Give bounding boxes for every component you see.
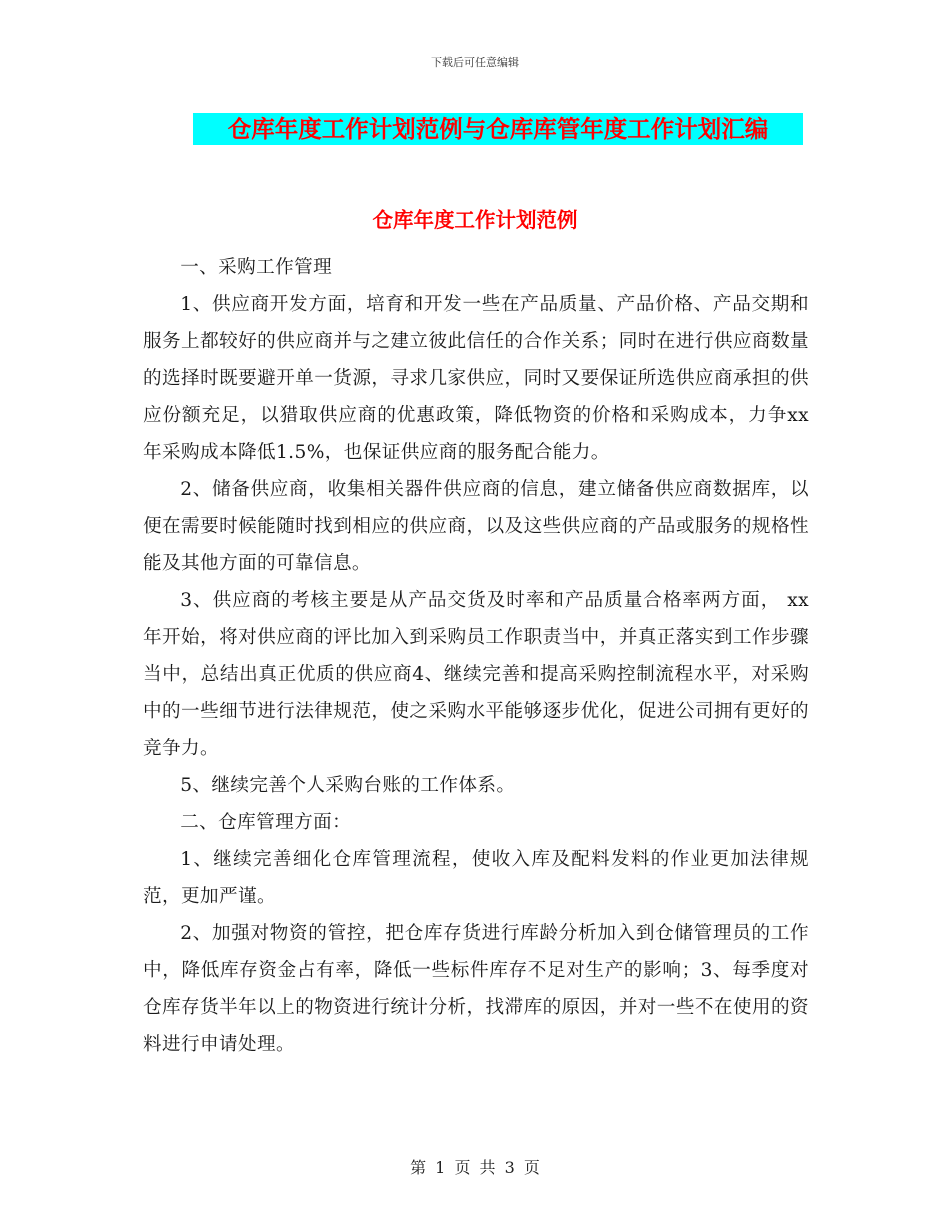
paragraph: 5、继续完善个人采购台账的工作体系。 bbox=[180, 775, 516, 796]
paragraph: 3、供应商的考核主要是从产品交货及时率和产品质量合格率两方面， xx年开始，将对供应商的评比加入到采购员工作职责当中，并真正落实到工作步骤当中，总结出真正优质的供应商4、继续完善和提高采购控制流程水平，对采购中的一些细节进行法律规范，使之采购水平能够逐步优化，促进公司拥有更好的竞争力。 bbox=[143, 590, 809, 759]
document-body bbox=[143, 249, 809, 1063]
paragraph: 1、供应商开发方面，培育和开发一些在产品质量、产品价格、产品交期和服务上都较好的供应商并与之建立彼此信任的合作关系；同时在进行供应商数量的选择时既要避开单一货源，寻求几家供应，同时又要保证所选供应商承担的供应份额充足，以猎取供应商的优惠政策，降低物资的价格和采购成本，力争xx年采购成本降低1.5%，也保证供应商的服务配合能力。 bbox=[143, 294, 809, 463]
heading-warehouse: 二、仓库管理方面： bbox=[180, 812, 352, 833]
header-note: 下载后可任意编辑 bbox=[431, 56, 519, 69]
page-footer: 第 1 页 共 3 页 bbox=[410, 1158, 540, 1177]
section-title: 仓库年度工作计划范例 bbox=[372, 208, 578, 232]
heading-procurement: 一、采购工作管理 bbox=[180, 257, 333, 278]
paragraph: 1、继续完善细化仓库管理流程，使收入库及配料发料的作业更加法律规范，更加严谨。 bbox=[143, 849, 809, 907]
paragraph: 2、储备供应商，收集相关器件供应商的信息，建立储备供应商数据库，以便在需要时候能随时找到相应的供应商，以及这些供应商的产品或服务的规格性能及其他方面的可靠信息。 bbox=[143, 479, 809, 574]
document-title: 仓库年度工作计划范例与仓库库管年度工作计划汇编 bbox=[193, 113, 803, 145]
paragraph: 2、加强对物资的管控，把仓库存货进行库龄分析加入到仓储管理员的工作中，降低库存资金占有率，降低一些标件库存不足对生产的影响；3、每季度对仓库存货半年以上的物资进行统计分析，找滞库的原因，并对一些不在使用的资料进行申请处理。 bbox=[143, 923, 809, 1055]
